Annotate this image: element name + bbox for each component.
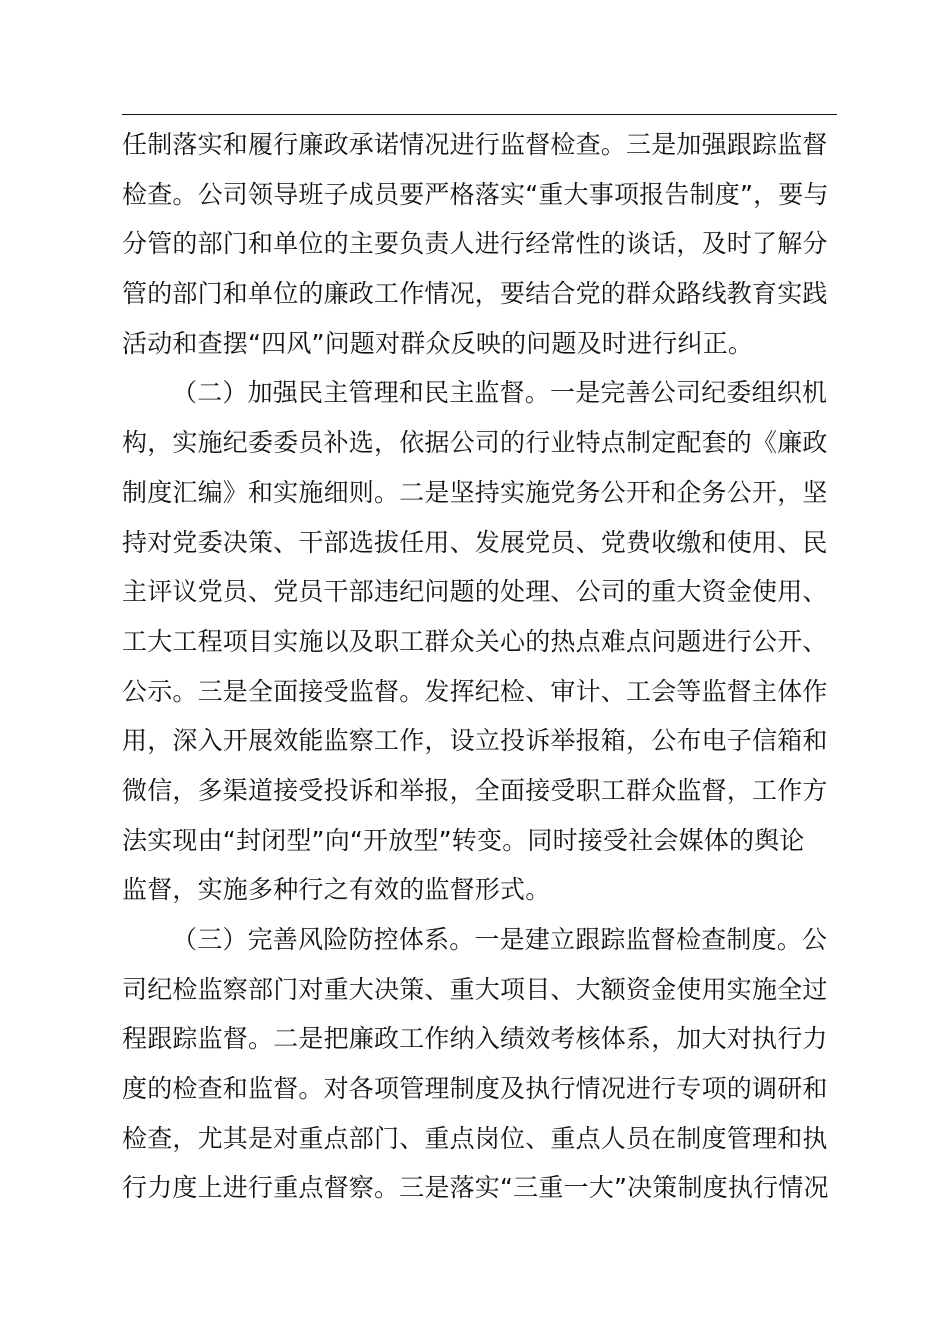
- body-text: [122, 120, 842, 1213]
- text-line: 公示。三是全面接受监督。发挥纪检、审计、工会等监督主体作: [122, 676, 828, 706]
- text-line: 用，深入开展效能监察工作，设立投诉举报箱，公布电子信箱和: [122, 726, 828, 756]
- text-line: 活动和查摆“四风”问题对群众反映的问题及时进行纠正。: [122, 328, 754, 358]
- text-line: 微信，多渠道接受投诉和举报，全面接受职工群众监督，工作方: [122, 775, 828, 805]
- text-line: 检查，尤其是对重点部门、重点岗位、重点人员在制度管理和执: [122, 1123, 828, 1153]
- text-line: 检查。公司领导班子成员要严格落实“重大事项报告制度”，要与: [122, 179, 829, 209]
- text-line: 监督，实施多种行之有效的监督形式。: [122, 875, 551, 905]
- text-line: 管的部门和单位的廉政工作情况，要结合党的群众路线教育实践: [122, 279, 828, 309]
- text-line: 构，实施纪委委员补选，依据公司的行业特点制定配套的《廉政: [122, 428, 828, 458]
- text-line: 主评议党员、党员干部违纪问题的处理、公司的重大资金使用、: [122, 577, 828, 607]
- text-line: 程跟踪监督。二是把廉政工作纳入绩效考核体系，加大对执行力: [122, 1024, 828, 1054]
- text-line: 司纪检监察部门对重大决策、重大项目、大额资金使用实施全过: [122, 974, 828, 1004]
- section-heading-line: （二）加强民主管理和民主监督。一是完善公司纪委组织机: [172, 378, 828, 408]
- text-line: 工大工程项目实施以及职工群众关心的热点难点问题进行公开、: [122, 626, 828, 656]
- text-line: 持对党委决策、干部选拔任用、发展党员、党费收缴和使用、民: [122, 527, 828, 557]
- text-line: 法实现由“封闭型”向“开放型”转变。同时接受社会媒体的舆论: [122, 825, 805, 855]
- text-line: 行力度上进行重点督察。三是落实“三重一大”决策制度执行情况: [122, 1173, 829, 1203]
- text-line: 任制落实和履行廉政承诺情况进行监督检查。三是加强跟踪监督: [122, 130, 828, 159]
- header-rule: [122, 114, 837, 115]
- text-line: 度的检查和监督。对各项管理制度及执行情况进行专项的调研和: [122, 1074, 828, 1104]
- section-heading-line: （三）完善风险防控体系。一是建立跟踪监督检查制度。公: [172, 925, 828, 954]
- text-line: 制度汇编》和实施细则。二是坚持实施党务公开和企务公开，坚: [122, 477, 828, 507]
- text-line: 分管的部门和单位的主要负责人进行经常性的谈话，及时了解分: [122, 229, 828, 259]
